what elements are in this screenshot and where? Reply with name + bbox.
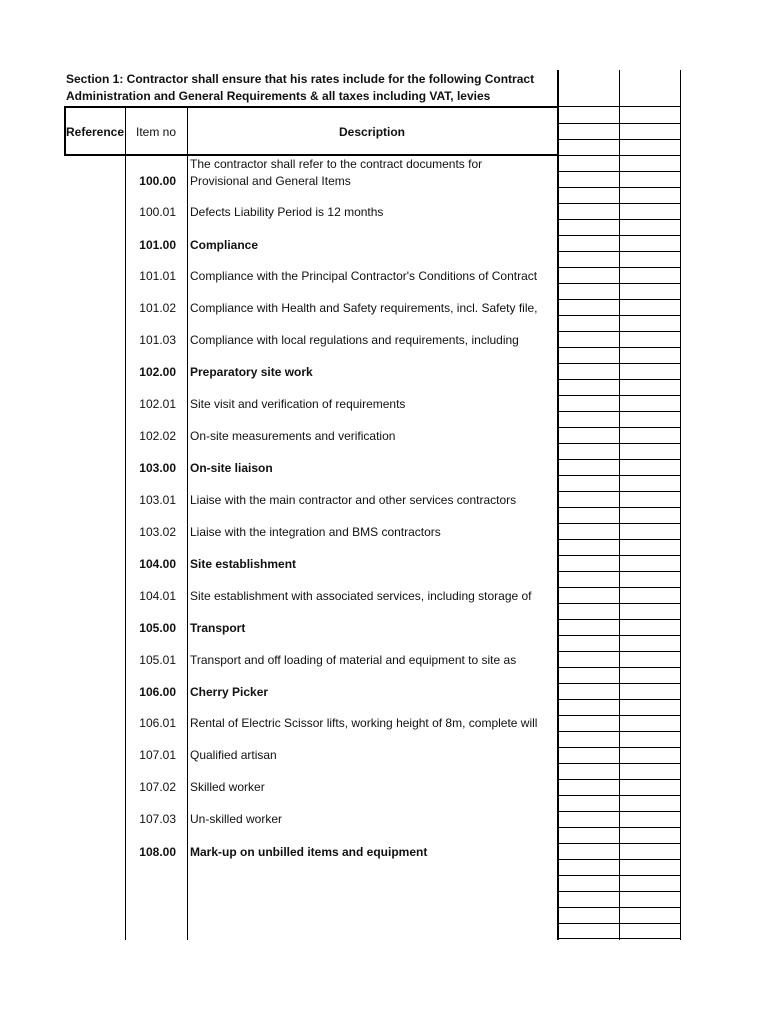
- row-item-no: 101.02: [139, 301, 176, 315]
- row-description: Site establishment with associated services, including storage of: [190, 589, 532, 603]
- row-item-no: 107.03: [139, 812, 176, 826]
- grid-line: [557, 571, 681, 572]
- grid-line: [557, 938, 681, 939]
- row-item-no: 103.01: [139, 493, 176, 507]
- grid-line: [557, 587, 681, 588]
- grid-line: [557, 923, 681, 924]
- row-item-no: 106.00: [139, 685, 176, 699]
- row-description: Qualified artisan: [190, 748, 277, 762]
- header-description: Description: [339, 125, 406, 139]
- grid-line: [557, 363, 681, 364]
- grid-line: [557, 811, 681, 812]
- grid-line: [557, 667, 681, 668]
- row-description: Un-skilled worker: [190, 812, 283, 826]
- row-description: Compliance: [190, 238, 259, 252]
- grid-line: [557, 267, 681, 268]
- grid-line: [557, 859, 681, 860]
- row-item-no: 101.01: [139, 269, 176, 283]
- grid-line: [557, 459, 681, 460]
- grid-line: [557, 411, 681, 412]
- grid-line: [557, 379, 681, 380]
- grid-line: [557, 331, 681, 332]
- row-description: Site visit and verification of requirements: [190, 397, 406, 411]
- section-title-line-2: Administration and General Requirements & all taxes including VAT, levies: [66, 89, 491, 103]
- column-divider-amount: [680, 70, 681, 940]
- row-item-no: 100.01: [139, 205, 176, 219]
- row-description: Compliance with local regulations and requirements, including: [190, 333, 519, 347]
- row-description: Skilled worker: [190, 780, 265, 794]
- row-item-no: 105.00: [139, 621, 176, 635]
- grid-line: [557, 523, 681, 524]
- grid-line: [557, 219, 681, 220]
- column-divider-rate: [619, 70, 620, 940]
- row-item-no: 105.01: [139, 653, 176, 667]
- grid-line: [557, 315, 681, 316]
- column-divider-item: [187, 106, 188, 940]
- section-title-line-1: Section 1: Contractor shall ensure that his rates include for the following Contract: [66, 72, 535, 86]
- grid-line: [557, 347, 681, 348]
- grid-line: [557, 715, 681, 716]
- row-item-no: 104.00: [139, 557, 176, 571]
- grid-line: [557, 619, 681, 620]
- grid-line: [557, 443, 681, 444]
- grid-line: [557, 491, 681, 492]
- grid-line: [557, 539, 681, 540]
- grid-line: [557, 427, 681, 428]
- row-item-no: 103.00: [139, 461, 176, 475]
- grid-line: [557, 779, 681, 780]
- row-description: Defects Liability Period is 12 months: [190, 205, 384, 219]
- row-description: Compliance with Health and Safety requirements, incl. Safety file,: [190, 301, 538, 315]
- row-description: Transport: [190, 621, 246, 635]
- grid-line: [557, 843, 681, 844]
- grid-line: [557, 651, 681, 652]
- row-description: Compliance with the Principal Contractor's Conditions of Contract: [190, 269, 538, 283]
- row-description: Cherry Picker: [190, 685, 269, 699]
- row-item-no: 108.00: [139, 845, 176, 859]
- grid-line: [557, 235, 681, 236]
- grid-line: [557, 699, 681, 700]
- grid-line: [557, 555, 681, 556]
- header-top-border: [64, 106, 558, 108]
- row-description: Mark-up on unbilled items and equipment: [190, 845, 428, 859]
- grid-line: [557, 763, 681, 764]
- header-item-no: Item no: [136, 125, 177, 139]
- header-reference: Reference: [66, 125, 125, 139]
- row-item-no: 104.01: [139, 589, 176, 603]
- grid-line: [557, 283, 681, 284]
- grid-line: [557, 891, 681, 892]
- row-description: Rental of Electric Scissor lifts, working height of 8m, complete will: [190, 716, 538, 730]
- row-item-no: 107.01: [139, 748, 176, 762]
- column-divider-description: [557, 70, 559, 940]
- grid-line: [557, 106, 681, 107]
- grid-line: [557, 155, 681, 156]
- row-item-no: 107.02: [139, 780, 176, 794]
- grid-line: [557, 299, 681, 300]
- grid-line: [557, 731, 681, 732]
- row-item-no: 106.01: [139, 716, 176, 730]
- row-description: On-site measurements and verification: [190, 429, 396, 443]
- grid-line: [557, 827, 681, 828]
- grid-line: [557, 395, 681, 396]
- row-description: Liaise with the main contractor and other services contractors: [190, 493, 517, 507]
- row-item-no: 102.00: [139, 365, 176, 379]
- grid-line: [557, 747, 681, 748]
- grid-line: [557, 635, 681, 636]
- grid-line: [557, 203, 681, 204]
- grid-line: [557, 875, 681, 876]
- grid-line: [557, 187, 681, 188]
- row-description: Liaise with the integration and BMS contractors: [190, 525, 441, 539]
- row-description: Preparatory site work: [190, 365, 313, 379]
- row-item-no: 101.03: [139, 333, 176, 347]
- row-item-no: 100.00: [139, 174, 176, 188]
- row-description: Provisional and General Items: [190, 174, 351, 188]
- grid-line: [557, 123, 681, 124]
- grid-line: [557, 603, 681, 604]
- row-description: Transport and off loading of material and equipment to site as: [190, 653, 517, 667]
- grid-line: [557, 907, 681, 908]
- grid-line: [557, 139, 681, 140]
- grid-line: [557, 171, 681, 172]
- grid-line: [557, 683, 681, 684]
- header-bottom-border: [64, 154, 558, 156]
- row-item-no: 103.02: [139, 525, 176, 539]
- grid-line: [557, 251, 681, 252]
- row-description-prefix: The contractor shall refer to the contract documents for: [190, 157, 483, 171]
- row-item-no: 101.00: [139, 238, 176, 252]
- row-description: Site establishment: [190, 557, 297, 571]
- grid-line: [557, 507, 681, 508]
- row-item-no: 102.02: [139, 429, 176, 443]
- grid-line: [557, 475, 681, 476]
- grid-line: [557, 795, 681, 796]
- row-description: On-site liaison: [190, 461, 273, 475]
- row-item-no: 102.01: [139, 397, 176, 411]
